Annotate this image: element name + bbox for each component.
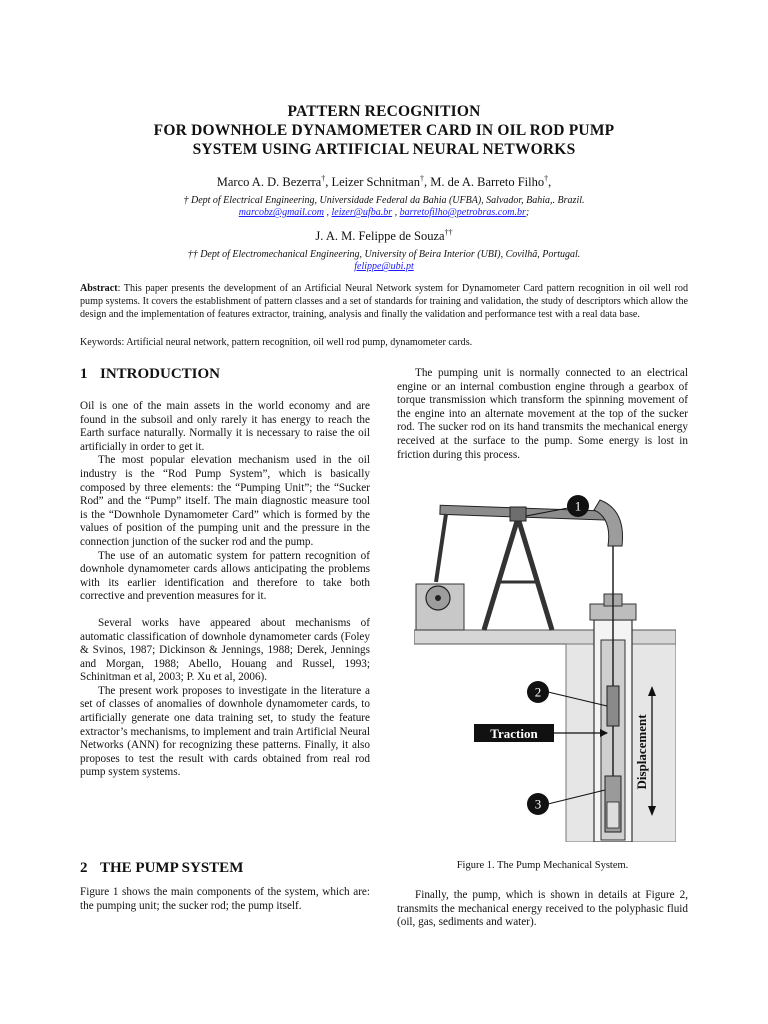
author-name: J. A. M. Felippe de Souza xyxy=(315,229,445,244)
samson-post-right xyxy=(518,518,552,630)
abstract xyxy=(80,282,688,322)
author-list-2 xyxy=(40,228,728,244)
section-number: 1 xyxy=(80,366,88,382)
right-column-text xyxy=(397,367,688,462)
email-separator: , xyxy=(392,207,400,218)
pump-mechanical-system-figure xyxy=(414,490,676,842)
samson-post-left xyxy=(484,518,518,630)
saddle-bearing xyxy=(510,507,526,521)
paragraph: The pumping unit is normally connected to an electrical engine or an internal combustion engine through a gearbox of torque transmission which transform the spinning movement of the engine into an alternate movement at the top of the sucker rod. The sucker rod on its hand transmits the mechanical energy received at the surface to the pump. Some energy is lost in friction during this process. xyxy=(397,367,688,461)
author-separator: , xyxy=(548,175,552,190)
paragraph: Finally, the pump, which is shown in details at Figure 2, transmits the mechanical energy received to the polyphasic fluid (oil, gas, sediments and water). xyxy=(397,889,688,929)
author-list xyxy=(40,174,728,190)
title-line-1: PATTERN RECOGNITION xyxy=(287,103,481,120)
paper-title xyxy=(60,102,708,159)
traction-label: Traction xyxy=(490,726,538,741)
paragraph: Several works have appeared about mechanisms of automatic classification of downhole dynamometer cards (Foley & Svinos, 1987; Dickinson & Jennings, 1988; Derek, Jennings and Morgan, 1988; Abello, Houang and Russel, 1993; Schinitman et al, 2003; P. Xu et al, 2006). xyxy=(80,616,370,684)
pump-system-body xyxy=(80,886,370,913)
author-separator: , xyxy=(325,175,332,190)
author-name: M. de A. Barreto Filho xyxy=(430,175,545,190)
title-line-2: FOR DOWNHOLE DYNAMOMETER CARD IN OIL ROD PUMP xyxy=(153,122,615,139)
affiliation-2: †† Dept of Electromechanical Engineering, University of Beira Interior (UBI), Covilhã, Portugal. xyxy=(187,249,581,260)
figure-caption: Figure 1. The Pump Mechanical System. xyxy=(456,860,629,871)
rod-coupling xyxy=(607,686,619,726)
pump-valve xyxy=(607,802,619,828)
intro-body xyxy=(80,400,370,780)
email-link[interactable]: marcobz@gmail.com xyxy=(238,207,325,218)
callout-label-3: 3 xyxy=(534,796,542,812)
affiliation-mark: † xyxy=(419,174,424,183)
abstract-label: Abstract xyxy=(80,283,118,294)
email-link[interactable]: leizer@ufba.br xyxy=(331,207,393,218)
paragraph: Oil is one of the main assets in the world economy and are found in the subsoil and only rarely it has energy to reach the Earth surface naturally. Normally it is necessary to raise the oil artificially in order to get it. xyxy=(80,400,370,453)
section-title: THE PUMP SYSTEM xyxy=(100,860,244,876)
keywords: Keywords: Artificial neural network, pattern recognition, oil well rod pump, dynamometer cards. xyxy=(80,337,473,348)
section-heading-introduction xyxy=(80,366,220,383)
pitman-arm xyxy=(436,514,446,582)
email-separator: , xyxy=(324,207,332,218)
email-link[interactable]: barretofilho@petrobras.com.br xyxy=(399,207,526,218)
ground-platform xyxy=(414,630,676,644)
affiliation-mark: †† xyxy=(444,228,453,237)
paragraph: The most popular elevation mechanism used in the oil industry is the “Rod Pump System”, which is basically composed by three elements: the “Pumping Unit”; the “Sucker Rod” and the “Pump” itself. The main diagnostic measure tool is the “Downhole Dynamometer Card” which is formed by the values of position of the pumping unit and the pressure in the connection junction of the sucker rod and the pump. xyxy=(80,454,370,548)
callout-label-1: 1 xyxy=(574,498,582,514)
crank-pin xyxy=(435,595,441,601)
author-emails xyxy=(40,207,728,218)
author-name: Marco A. D. Bezerra xyxy=(216,175,322,190)
title-line-3: SYSTEM USING ARTIFICIAL NEURAL NETWORKS xyxy=(192,141,576,158)
affiliation-mark: † xyxy=(321,174,326,183)
author-separator: , xyxy=(423,175,431,190)
abstract-text: : This paper presents the development of an Artificial Neural Network system for Dynamometer Card pattern recognition in oil well rod pump systems. It covers the establishment of pattern classes and a set of standards for training and validation, the study of descriptors which allow the design and the implementation of features extractor, training, analysis and finally the validation and performance test with a real data base. xyxy=(80,283,688,321)
callout-label-2: 2 xyxy=(534,684,542,700)
section-heading-pump-system xyxy=(80,860,243,877)
paragraph: The present work proposes to investigate in the literature a set of classes of anomalies of downhole dynamometer cards, to artificially generate one data training set, to study the feature extractor’s mechanisms, to implement and train Artificial Neural Networks (ANN) for recognizing these patterns. Finally, it also proposes to test the result with cards obtained from real rod pump system systems. xyxy=(80,684,370,779)
affiliation-mark: † xyxy=(544,174,549,183)
paragraph: The use of an automatic system for pattern recognition of downhole dynamometer cards allows anticipating the problems with its earlier identification and therefore to take both corrective and prevention measures for it. xyxy=(80,549,370,603)
email-link[interactable]: felippe@ubi.pt xyxy=(354,261,414,272)
email-separator: ; xyxy=(525,207,530,218)
affiliation-1: † Dept of Electrical Engineering, Universidade Federal da Bahia (UFBA), Salvador, Bahia,. Brazil. xyxy=(183,195,585,206)
displacement-label: Displacement xyxy=(634,714,649,790)
section-title: INTRODUCTION xyxy=(100,366,221,382)
horsehead xyxy=(594,500,623,546)
section-number: 2 xyxy=(80,860,88,876)
author-name: Leizer Schnitman xyxy=(331,175,420,190)
right-column-text-2 xyxy=(397,889,688,930)
paragraph: Figure 1 shows the main components of the system, which are: the pumping unit; the sucker rod; the pump itself. xyxy=(80,886,370,912)
